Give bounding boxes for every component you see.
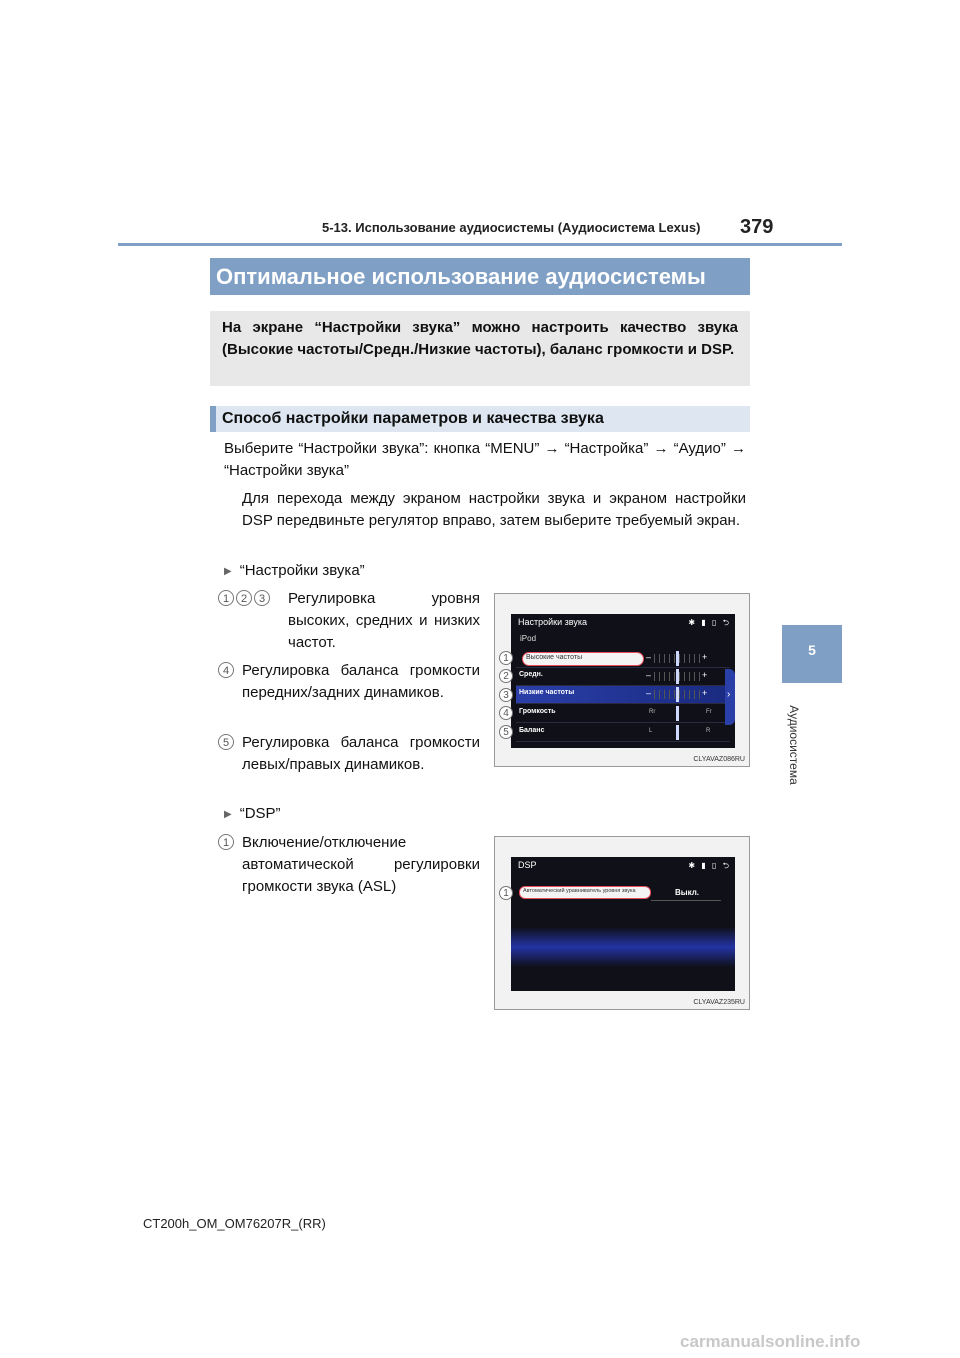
background-glow: [511, 927, 735, 967]
right-label: R: [706, 728, 711, 734]
step-instruction: Выберите “Настройки звука”: кнопка “MENU” → “Настройка” → “Аудио” → “Настройки звука”: [224, 440, 746, 479]
sound-settings-screen: [511, 614, 735, 748]
bass-row[interactable]: Низкие частоты – +: [516, 686, 730, 704]
marker-3: 3: [254, 590, 270, 606]
minus-icon[interactable]: –: [646, 688, 652, 698]
item-balance: Регулировка баланса громкости левых/правых динамиков.: [242, 734, 480, 773]
intro-box: На экране “Настройки звука” можно настроить качество звука (Высокие частоты/Средн./Низкие частоты), баланс громкости и DSP.: [210, 311, 750, 386]
sound-settings-bullet: ▶ “Настройки звука”: [224, 560, 365, 583]
item-markers: [218, 833, 236, 851]
plus-icon[interactable]: +: [702, 670, 708, 680]
left-label: L: [649, 728, 653, 734]
section-header: 5-13. Использование аудиосистемы (Аудиосистема Lexus): [322, 220, 701, 235]
treble-row[interactable]: [516, 650, 730, 668]
fader-knob[interactable]: [676, 706, 679, 721]
source-label: iPod: [520, 634, 537, 643]
row-divider: [651, 900, 721, 901]
figure-code: CLYAVAZ086RU: [693, 756, 745, 763]
plus-icon[interactable]: +: [702, 688, 708, 698]
status-icons: ✱ ▮ ▯ ⮌: [688, 618, 731, 627]
header-divider: [118, 243, 842, 246]
screen-title: DSP: [518, 860, 537, 870]
balance-row[interactable]: Баланс L R: [516, 724, 730, 742]
callout-3: 3: [499, 688, 513, 702]
marker-2: 2: [236, 590, 252, 606]
fader-row[interactable]: Громкость Rr Fr: [516, 705, 730, 723]
watermark: carmanualsonline.info: [680, 1332, 861, 1351]
plus-icon[interactable]: +: [702, 652, 708, 662]
dsp-screen: [511, 857, 735, 991]
minus-icon[interactable]: –: [646, 670, 652, 680]
front-label: Fr: [706, 709, 712, 715]
item-treble-mid-bass: Регулировка уровня высоких, средних и низких частот.: [288, 590, 480, 651]
item-markers: [218, 661, 236, 679]
callout-1: 1: [499, 651, 513, 665]
balance-knob[interactable]: [676, 725, 679, 740]
marker-1: 1: [218, 590, 234, 606]
chapter-tab: 5: [782, 625, 842, 683]
page-title: Оптимальное использование аудиосистемы: [210, 258, 750, 295]
dsp-bullet: ▶ “DSP”: [224, 803, 281, 826]
asl-row[interactable]: Автоматический уравниватель уровня звука: [519, 886, 651, 899]
triangle-bullet-icon: ▶: [224, 566, 232, 577]
chevron-right-icon: ›: [727, 689, 731, 700]
figure-code: CLYAVAZ235RU: [693, 999, 745, 1006]
page-number: 379: [740, 216, 774, 238]
item-markers: [218, 589, 272, 607]
chapter-tab-label: Аудиосистема: [787, 705, 801, 785]
subheading: Способ настройки параметров и качества звука: [210, 406, 750, 432]
screen-title: Настройки звука: [518, 617, 587, 627]
callout-1: 1: [499, 886, 513, 900]
side-arrow-tab[interactable]: [725, 669, 735, 725]
callout-4: 4: [499, 706, 513, 720]
level-knob[interactable]: [676, 687, 679, 702]
marker-4: 4: [218, 662, 234, 678]
mid-row[interactable]: Средн. – +: [516, 668, 730, 686]
callout-5: 5: [499, 725, 513, 739]
minus-icon[interactable]: –: [646, 652, 652, 662]
dsp-screenshot: [494, 836, 750, 1010]
item-markers: [218, 733, 236, 751]
marker-1: 1: [218, 834, 234, 850]
status-icons: ✱ ▮ ▯ ⮌: [688, 861, 731, 870]
document-code: CT200h_OM_OM76207R_(RR): [143, 1216, 326, 1231]
callout-2: 2: [499, 669, 513, 683]
item-asl: Включение/отключение автоматической регулировки громкости звука (ASL): [242, 834, 480, 895]
treble-highlight: Высокие частоты: [522, 652, 644, 666]
note-text: Для перехода между экраном настройки звука и экраном настройки DSP передвиньте регулятор вправо, затем выберите требуемый экран.: [242, 490, 746, 529]
rear-label: Rr: [649, 709, 656, 715]
marker-5: 5: [218, 734, 234, 750]
item-fader: Регулировка баланса громкости передних/задних динамиков.: [242, 662, 480, 701]
level-knob[interactable]: [676, 651, 679, 666]
level-knob[interactable]: [676, 669, 679, 684]
asl-value[interactable]: Выкл.: [675, 888, 700, 897]
triangle-bullet-icon: ▶: [224, 809, 232, 820]
sound-settings-screenshot: [494, 593, 750, 767]
